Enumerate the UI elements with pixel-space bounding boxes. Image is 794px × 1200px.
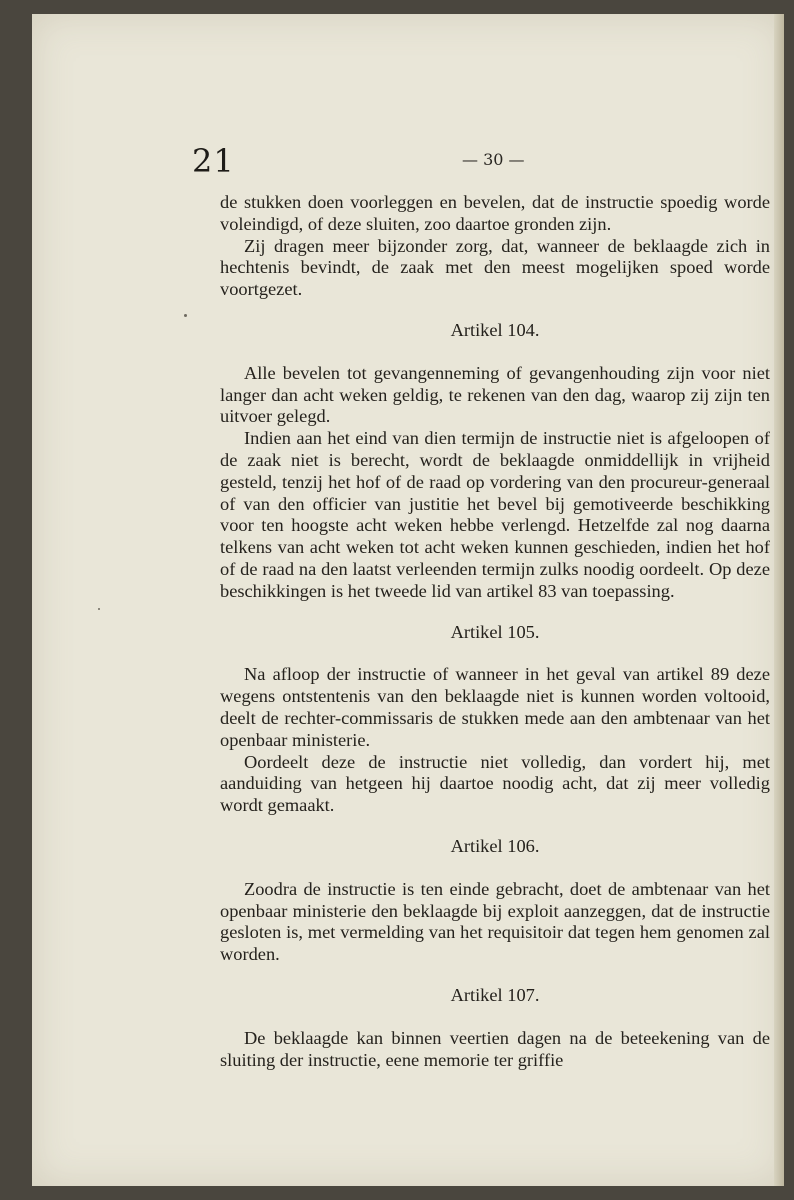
page-spine-edge [774,14,784,1186]
paragraph: De beklaagde kan binnen veertien dagen na de beteekening van de sluiting der instructie, eene memorie ter griffie [220,1027,770,1070]
paragraph: Zoodra de instructie is ten einde gebracht, doet de ambtenaar van het openbaar ministerie den beklaagde bij exploit aanzeggen, dat de instructie gesloten is, met vermelding van het requisitoir dat tegen hem genomen zal worden. [220,878,770,965]
paper-speck [184,314,187,317]
page-header [192,142,752,182]
page-number: — 30 — [462,150,525,169]
paper-speck [98,608,100,610]
paragraph: de stukken doen voorleggen en bevelen, dat de instructie spoedig worde voleindigd, of deze sluiten, zoo daartoe gronden zijn. [220,192,770,234]
article-heading-107: Artikel 107. [450,984,540,1005]
book-page [32,14,784,1186]
article-heading-104: Artikel 104. [450,319,540,340]
page-body [220,192,770,1071]
article-heading-105: Artikel 105. [450,621,540,642]
paragraph: Alle bevelen tot gevangenneming of gevangenhouding zijn voor niet langer dan acht weken geldig, te rekenen van den dag, waarop zij zijn ten uitvoer gelegd. [220,362,770,427]
paragraph: Oordeelt deze de instructie niet volledig, dan vordert hij, met aanduiding van hetgeen hij daartoe noodig acht, dat zij meer volledig wordt gemaakt. [220,751,770,816]
paragraph: Na afloop der instructie of wanneer in het geval van artikel 89 deze wegens ontstentenis van den beklaagde niet is kunnen worden voltooid, deelt de rechter-commissaris de stukken mede aan den ambtenaar van het openbaar ministerie. [220,664,770,750]
paragraph: Indien aan het eind van dien termijn de instructie niet is afgeloopen of de zaak niet is berecht, wordt de beklaagde onmiddellijk in vrijheid gesteld, tenzij het hof of de raad op vordering van den procureur-generaal of van den officier van justitie het bevel bij gemotiveerde beschikking voor ten hoogste acht weken hebbe verlengd. Hetzelfde zal nog daarna telkens van acht weken tot acht weken kunnen geschieden, indien het hof of de raad na den laatst verleenden termijn zulks noodig oordeelt. Op deze beschikkingen is het tweede lid van artikel 83 van toepassing. [220,428,770,601]
signature-mark: 21 [192,142,235,180]
article-heading-106: Artikel 106. [450,835,540,856]
paragraph: Zij dragen meer bijzonder zorg, dat, wanneer de beklaagde zich in hechtenis bevindt, de zaak met den meest mogelijken spoed worde voortgezet. [220,235,770,300]
